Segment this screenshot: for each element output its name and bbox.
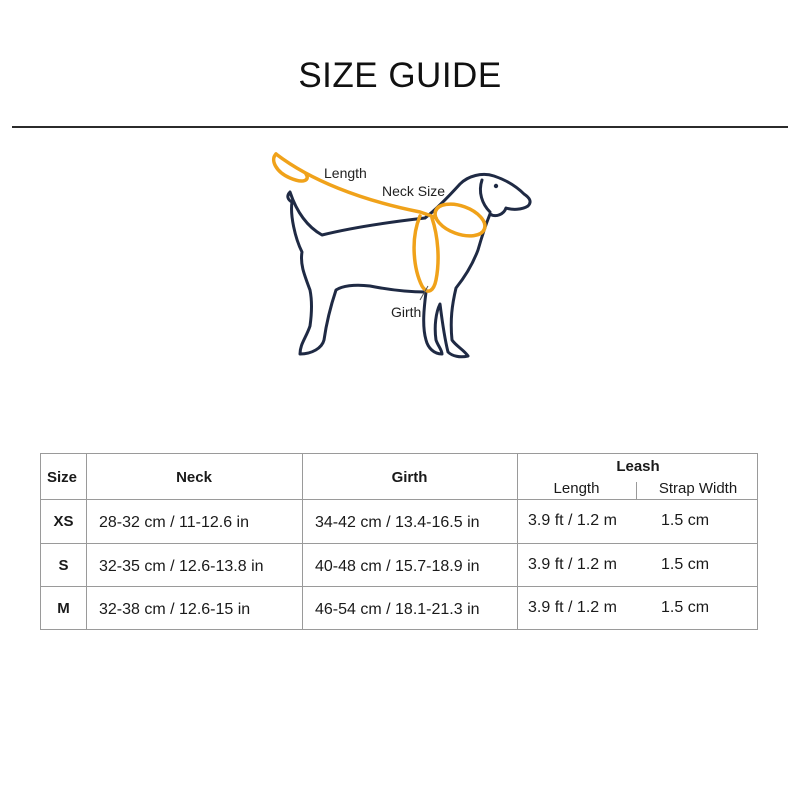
row-size: XS [53,513,74,530]
row-strap: 1.5 cm [661,556,710,573]
header-strap-width: Strap Width [658,480,738,497]
page-title: SIZE GUIDE [298,56,502,95]
neck-size-label: Neck Size [382,183,446,199]
dog-ear [480,180,490,212]
row-strap: 1.5 cm [661,599,710,616]
row-neck: 32-35 cm / 12.6-13.8 in [99,558,264,575]
header-neck: Neck [176,469,212,486]
row-length: 3.9 ft / 1.2 m [528,556,617,573]
row-size: M [57,600,70,617]
dog-illustration [250,140,570,380]
table-divider [41,586,757,587]
table-divider [41,499,757,500]
row-girth: 34-42 cm / 13.4-16.5 in [315,514,480,531]
girth-label: Girth [391,304,422,320]
row-strap: 1.5 cm [661,512,710,529]
row-girth: 46-54 cm / 18.1-21.3 in [315,601,480,618]
title-divider [12,126,788,128]
length-label: Length [324,165,367,181]
row-neck: 28-32 cm / 11-12.6 in [99,514,250,531]
row-neck: 32-38 cm / 12.6-15 in [99,601,251,618]
row-length: 3.9 ft / 1.2 m [528,599,617,616]
dog-measurement-diagram [250,140,570,380]
header-size: Size [47,469,78,486]
neck-strap [431,198,489,242]
row-girth: 40-48 cm / 15.7-18.9 in [315,558,480,575]
size-table [40,453,758,630]
dog-outline [288,174,530,356]
row-length: 3.9 ft / 1.2 m [528,512,617,529]
body-strap [414,216,438,291]
header-girth: Girth [391,469,428,486]
table-divider [41,543,757,544]
row-size: S [58,557,69,574]
dog-eye [494,184,498,188]
header-length: Length [553,480,600,497]
header-leash: Leash [616,458,660,475]
